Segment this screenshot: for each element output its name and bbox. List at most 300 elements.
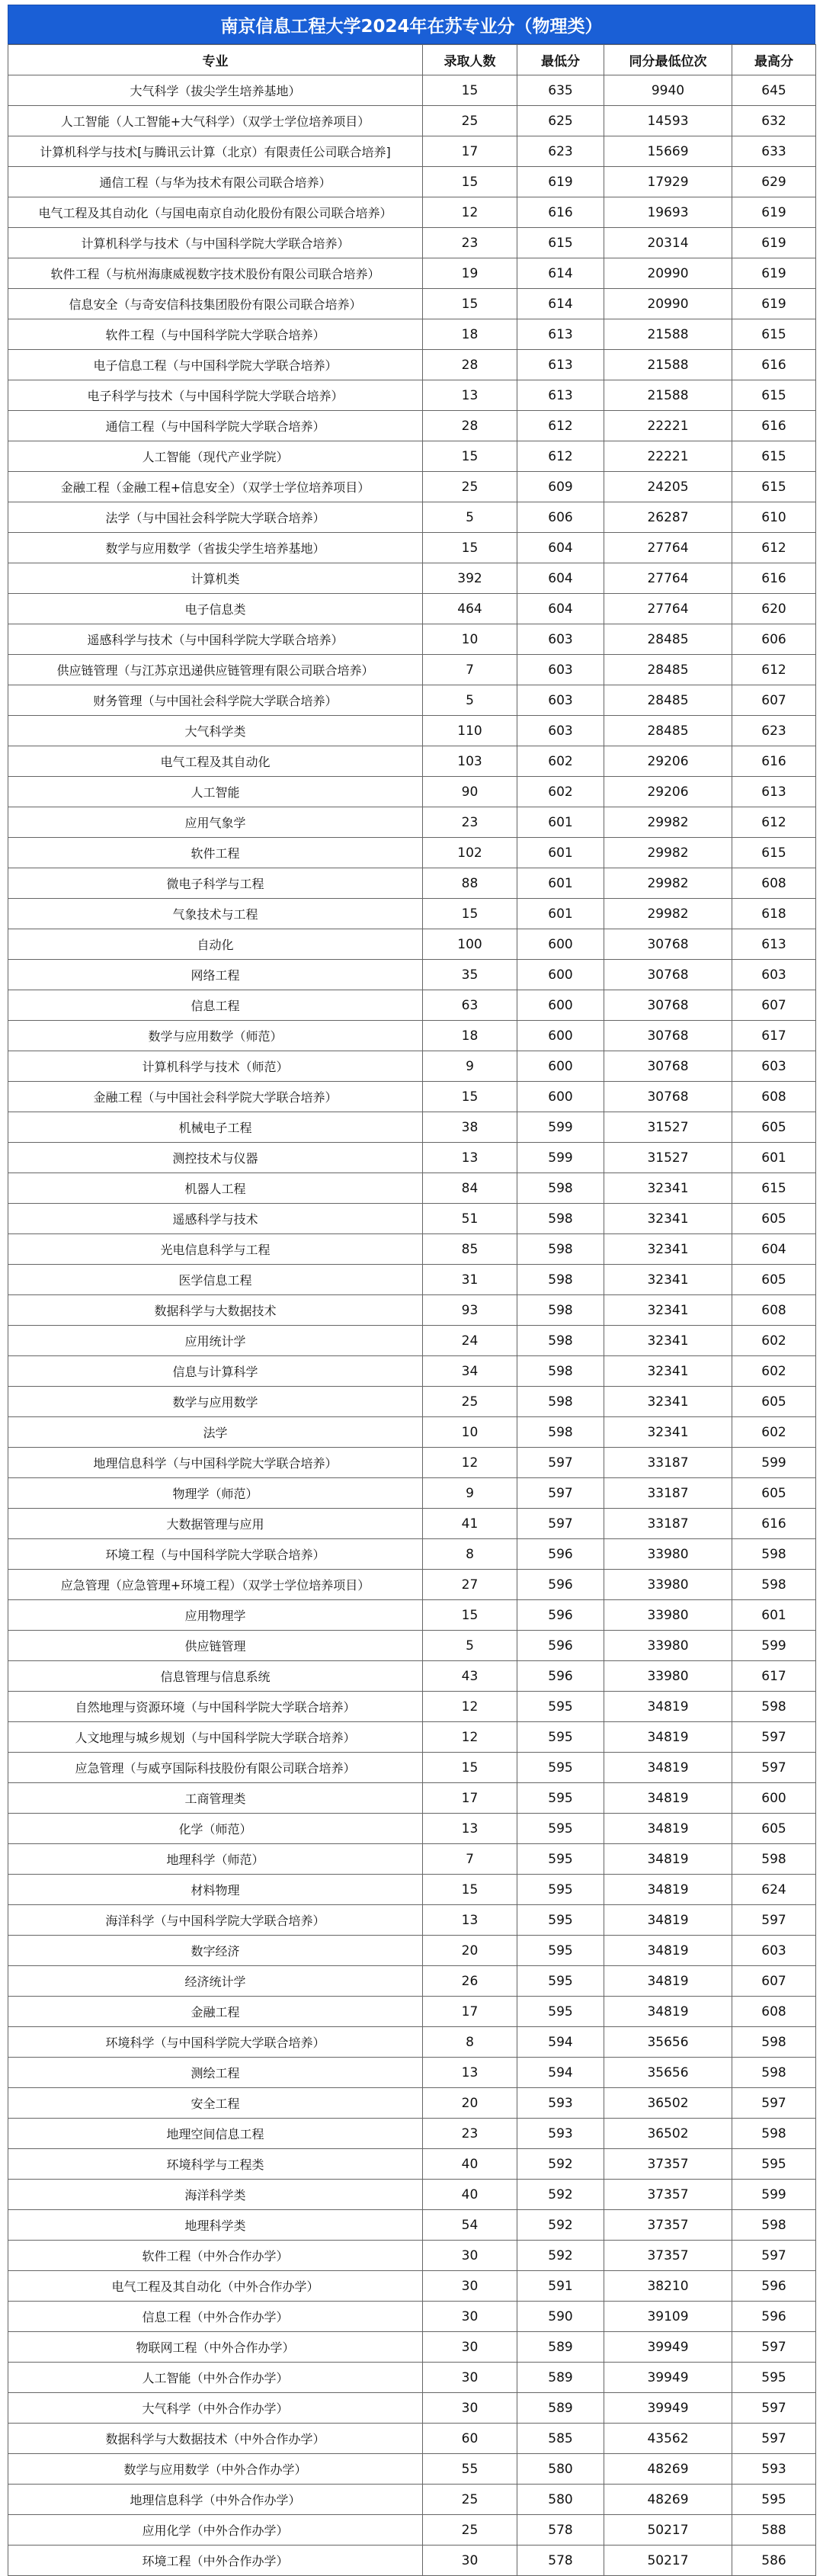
cell-admitted-count: 12	[423, 1722, 517, 1753]
cell-max-score: 595	[732, 2485, 816, 2515]
cell-min-score: 592	[517, 2210, 604, 2241]
cell-major: 金融工程	[8, 1997, 423, 2027]
table-row	[8, 1844, 816, 1875]
cell-max-score: 602	[732, 1326, 816, 1356]
cell-major: 地理科学（师范）	[8, 1844, 423, 1875]
cell-admitted-count: 25	[423, 2485, 517, 2515]
cell-min-score: 596	[517, 1539, 604, 1570]
table-row	[8, 1783, 816, 1814]
cell-major: 自然地理与资源环境（与中国科学院大学联合培养）	[8, 1692, 423, 1722]
cell-major: 信息与计算科学	[8, 1356, 423, 1387]
cell-admitted-count: 15	[423, 533, 517, 563]
cell-admitted-count: 9	[423, 1051, 517, 1082]
cell-admitted-count: 13	[423, 1905, 517, 1936]
cell-min-score: 597	[517, 1448, 604, 1478]
cell-min-score: 604	[517, 563, 604, 594]
table-row	[8, 899, 816, 929]
cell-max-score: 619	[732, 289, 816, 319]
table-row	[8, 75, 816, 106]
cell-major: 数学与应用数学（省拔尖学生培养基地）	[8, 533, 423, 563]
cell-major: 数字经济	[8, 1936, 423, 1966]
cell-min-score: 615	[517, 228, 604, 258]
cell-min-score: 600	[517, 929, 604, 960]
table-row	[8, 1600, 816, 1631]
cell-admitted-count: 7	[423, 1844, 517, 1875]
cell-min-score: 616	[517, 197, 604, 228]
cell-max-score: 618	[732, 899, 816, 929]
cell-admitted-count: 63	[423, 990, 517, 1021]
cell-max-score: 608	[732, 1082, 816, 1112]
cell-min-score: 613	[517, 319, 604, 350]
cell-min-rank: 37357	[604, 2180, 732, 2210]
cell-admitted-count: 23	[423, 2119, 517, 2149]
cell-major: 地理信息科学（与中国科学院大学联合培养）	[8, 1448, 423, 1478]
table-row	[8, 1478, 816, 1509]
cell-admitted-count: 30	[423, 2546, 517, 2576]
cell-min-rank: 29206	[604, 777, 732, 807]
cell-major: 环境工程（中外合作办学）	[8, 2546, 423, 2576]
cell-admitted-count: 7	[423, 655, 517, 685]
cell-admitted-count: 13	[423, 1814, 517, 1844]
cell-max-score: 608	[732, 868, 816, 899]
cell-min-score: 600	[517, 1051, 604, 1082]
cell-major: 工商管理类	[8, 1783, 423, 1814]
table-row	[8, 868, 816, 899]
cell-admitted-count: 38	[423, 1112, 517, 1143]
cell-min-rank: 28485	[604, 624, 732, 655]
cell-min-score: 590	[517, 2302, 604, 2332]
cell-major: 法学（与中国社会科学院大学联合培养）	[8, 502, 423, 533]
cell-min-rank: 27764	[604, 563, 732, 594]
table-row	[8, 258, 816, 289]
cell-min-rank: 30768	[604, 990, 732, 1021]
cell-min-score: 614	[517, 258, 604, 289]
table-row	[8, 228, 816, 258]
cell-major: 数据科学与大数据技术	[8, 1295, 423, 1326]
table-row	[8, 2210, 816, 2241]
cell-min-score: 596	[517, 1631, 604, 1661]
cell-min-rank: 33980	[604, 1570, 732, 1600]
table-row	[8, 2302, 816, 2332]
cell-max-score: 598	[732, 1844, 816, 1875]
table-row	[8, 1905, 816, 1936]
cell-min-rank: 20990	[604, 289, 732, 319]
cell-min-rank: 21588	[604, 380, 732, 411]
cell-max-score: 632	[732, 106, 816, 136]
cell-major: 软件工程	[8, 838, 423, 868]
cell-max-score: 610	[732, 502, 816, 533]
table-row	[8, 2393, 816, 2424]
cell-max-score: 615	[732, 441, 816, 472]
cell-min-rank: 26287	[604, 502, 732, 533]
table-row	[8, 624, 816, 655]
table-row	[8, 136, 816, 167]
cell-max-score: 616	[732, 563, 816, 594]
cell-major: 通信工程（与中国科学院大学联合培养）	[8, 411, 423, 441]
cell-min-rank: 31527	[604, 1112, 732, 1143]
cell-admitted-count: 102	[423, 838, 517, 868]
cell-min-rank: 30768	[604, 1082, 732, 1112]
cell-admitted-count: 18	[423, 1021, 517, 1051]
cell-major: 金融工程（与中国社会科学院大学联合培养）	[8, 1082, 423, 1112]
table-row	[8, 1387, 816, 1417]
cell-min-rank: 33980	[604, 1539, 732, 1570]
cell-max-score: 597	[732, 2088, 816, 2119]
table-row	[8, 2332, 816, 2363]
cell-max-score: 608	[732, 1295, 816, 1326]
cell-admitted-count: 25	[423, 106, 517, 136]
cell-max-score: 612	[732, 807, 816, 838]
cell-admitted-count: 15	[423, 899, 517, 929]
cell-major: 数学与应用数学（师范）	[8, 1021, 423, 1051]
cell-max-score: 615	[732, 472, 816, 502]
cell-min-score: 595	[517, 1905, 604, 1936]
cell-min-rank: 22221	[604, 441, 732, 472]
cell-admitted-count: 25	[423, 472, 517, 502]
table-row	[8, 441, 816, 472]
table-row	[8, 1661, 816, 1692]
table-row	[8, 685, 816, 716]
cell-min-score: 614	[517, 289, 604, 319]
cell-max-score: 633	[732, 136, 816, 167]
cell-major: 人工智能（人工智能+大气科学）（双学士学位培养项目）	[8, 106, 423, 136]
header-min-score: 最低分	[517, 45, 604, 75]
table-row	[8, 746, 816, 777]
cell-admitted-count: 51	[423, 1204, 517, 1234]
cell-admitted-count: 26	[423, 1966, 517, 1997]
cell-major: 遥感科学与技术	[8, 1204, 423, 1234]
cell-min-rank: 20990	[604, 258, 732, 289]
cell-max-score: 612	[732, 533, 816, 563]
cell-min-score: 598	[517, 1326, 604, 1356]
cell-min-rank: 29982	[604, 868, 732, 899]
table-row	[8, 197, 816, 228]
cell-major: 人工智能（中外合作办学）	[8, 2363, 423, 2393]
cell-min-score: 625	[517, 106, 604, 136]
cell-min-score: 600	[517, 990, 604, 1021]
cell-min-score: 594	[517, 2027, 604, 2058]
cell-min-score: 623	[517, 136, 604, 167]
cell-admitted-count: 40	[423, 2180, 517, 2210]
cell-min-score: 595	[517, 1936, 604, 1966]
cell-admitted-count: 34	[423, 1356, 517, 1387]
cell-min-rank: 34819	[604, 1692, 732, 1722]
cell-admitted-count: 90	[423, 777, 517, 807]
cell-min-score: 596	[517, 1570, 604, 1600]
cell-admitted-count: 25	[423, 1387, 517, 1417]
cell-min-score: 612	[517, 441, 604, 472]
cell-min-score: 606	[517, 502, 604, 533]
table-row	[8, 2271, 816, 2302]
cell-max-score: 613	[732, 777, 816, 807]
cell-min-rank: 17929	[604, 167, 732, 197]
cell-min-rank: 29982	[604, 838, 732, 868]
table-row	[8, 1021, 816, 1051]
cell-min-score: 635	[517, 75, 604, 106]
cell-major: 信息工程	[8, 990, 423, 1021]
cell-min-rank: 33187	[604, 1509, 732, 1539]
cell-max-score: 588	[732, 2515, 816, 2546]
cell-min-rank: 20314	[604, 228, 732, 258]
table-row	[8, 1448, 816, 1478]
cell-min-rank: 36502	[604, 2088, 732, 2119]
cell-major: 大气科学（中外合作办学）	[8, 2393, 423, 2424]
cell-admitted-count: 25	[423, 2515, 517, 2546]
cell-admitted-count: 30	[423, 2302, 517, 2332]
cell-max-score: 616	[732, 1509, 816, 1539]
cell-major: 机械电子工程	[8, 1112, 423, 1143]
cell-admitted-count: 41	[423, 1509, 517, 1539]
cell-min-score: 596	[517, 1661, 604, 1692]
cell-major: 物理学（师范）	[8, 1478, 423, 1509]
table-row	[8, 1631, 816, 1661]
cell-min-rank: 29982	[604, 899, 732, 929]
cell-min-score: 597	[517, 1509, 604, 1539]
cell-min-score: 596	[517, 1600, 604, 1631]
cell-admitted-count: 8	[423, 2027, 517, 2058]
cell-max-score: 616	[732, 746, 816, 777]
table-row	[8, 1936, 816, 1966]
cell-min-rank: 34819	[604, 1844, 732, 1875]
cell-min-rank: 50217	[604, 2515, 732, 2546]
cell-min-rank: 28485	[604, 685, 732, 716]
cell-min-rank: 27764	[604, 533, 732, 563]
cell-admitted-count: 10	[423, 624, 517, 655]
table-row	[8, 1326, 816, 1356]
cell-admitted-count: 85	[423, 1234, 517, 1265]
cell-admitted-count: 54	[423, 2210, 517, 2241]
cell-max-score: 605	[732, 1265, 816, 1295]
cell-admitted-count: 17	[423, 1783, 517, 1814]
cell-major: 电子科学与技术（与中国科学院大学联合培养）	[8, 380, 423, 411]
cell-major: 软件工程（中外合作办学）	[8, 2241, 423, 2271]
cell-major: 网络工程	[8, 960, 423, 990]
cell-min-rank: 48269	[604, 2485, 732, 2515]
cell-max-score: 597	[732, 1722, 816, 1753]
cell-min-rank: 34819	[604, 1875, 732, 1905]
cell-max-score: 602	[732, 1356, 816, 1387]
cell-max-score: 595	[732, 2149, 816, 2180]
cell-min-rank: 32341	[604, 1173, 732, 1204]
cell-min-score: 609	[517, 472, 604, 502]
table-row	[8, 777, 816, 807]
cell-min-score: 598	[517, 1204, 604, 1234]
cell-admitted-count: 40	[423, 2149, 517, 2180]
cell-min-rank: 32341	[604, 1295, 732, 1326]
cell-max-score: 624	[732, 1875, 816, 1905]
table-row	[8, 1356, 816, 1387]
cell-min-rank: 19693	[604, 197, 732, 228]
cell-major: 计算机类	[8, 563, 423, 594]
table-row	[8, 1234, 816, 1265]
cell-min-score: 589	[517, 2363, 604, 2393]
cell-min-score: 592	[517, 2180, 604, 2210]
score-document	[8, 5, 815, 2576]
cell-min-score: 602	[517, 777, 604, 807]
cell-major: 法学	[8, 1417, 423, 1448]
cell-min-score: 604	[517, 594, 604, 624]
table-row	[8, 1051, 816, 1082]
cell-admitted-count: 30	[423, 2332, 517, 2363]
cell-max-score: 597	[732, 2424, 816, 2454]
cell-min-score: 600	[517, 1021, 604, 1051]
cell-min-score: 601	[517, 868, 604, 899]
table-row	[8, 1265, 816, 1295]
cell-admitted-count: 12	[423, 1448, 517, 1478]
cell-min-score: 601	[517, 807, 604, 838]
cell-max-score: 620	[732, 594, 816, 624]
cell-min-score: 603	[517, 624, 604, 655]
cell-min-score: 595	[517, 1814, 604, 1844]
cell-min-score: 580	[517, 2454, 604, 2485]
cell-max-score: 619	[732, 197, 816, 228]
table-row	[8, 2515, 816, 2546]
table-row	[8, 563, 816, 594]
cell-admitted-count: 13	[423, 2058, 517, 2088]
cell-min-rank: 27764	[604, 594, 732, 624]
cell-major: 自动化	[8, 929, 423, 960]
cell-max-score: 597	[732, 1905, 816, 1936]
cell-max-score: 599	[732, 2180, 816, 2210]
cell-min-score: 595	[517, 1753, 604, 1783]
cell-admitted-count: 15	[423, 1600, 517, 1631]
cell-max-score: 600	[732, 1783, 816, 1814]
cell-max-score: 596	[732, 2271, 816, 2302]
cell-min-score: 594	[517, 2058, 604, 2088]
cell-min-score: 593	[517, 2119, 604, 2149]
cell-major: 数学与应用数学	[8, 1387, 423, 1417]
cell-min-score: 600	[517, 960, 604, 990]
cell-major: 地理信息科学（中外合作办学）	[8, 2485, 423, 2515]
cell-max-score: 617	[732, 1661, 816, 1692]
cell-min-score: 578	[517, 2515, 604, 2546]
cell-major: 物联网工程（中外合作办学）	[8, 2332, 423, 2363]
table-row	[8, 1143, 816, 1173]
table-row	[8, 2119, 816, 2149]
table-row	[8, 929, 816, 960]
cell-min-score: 595	[517, 1844, 604, 1875]
cell-min-rank: 29982	[604, 807, 732, 838]
cell-min-rank: 30768	[604, 1051, 732, 1082]
cell-major: 金融工程（金融工程+信息安全）（双学士学位培养项目）	[8, 472, 423, 502]
cell-min-score: 603	[517, 655, 604, 685]
cell-min-score: 595	[517, 1692, 604, 1722]
cell-admitted-count: 5	[423, 502, 517, 533]
cell-major: 测控技术与仪器	[8, 1143, 423, 1173]
cell-max-score: 645	[732, 75, 816, 106]
table-row	[8, 1570, 816, 1600]
cell-min-rank: 22221	[604, 411, 732, 441]
cell-admitted-count: 9	[423, 1478, 517, 1509]
cell-min-rank: 39949	[604, 2393, 732, 2424]
table-row	[8, 1875, 816, 1905]
cell-min-rank: 39949	[604, 2332, 732, 2363]
cell-major: 气象技术与工程	[8, 899, 423, 929]
cell-min-rank: 34819	[604, 1722, 732, 1753]
cell-min-rank: 21588	[604, 319, 732, 350]
cell-major: 大气科学类	[8, 716, 423, 746]
cell-max-score: 601	[732, 1600, 816, 1631]
cell-major: 计算机科学与技术（师范）	[8, 1051, 423, 1082]
cell-min-rank: 36502	[604, 2119, 732, 2149]
table-row	[8, 1417, 816, 1448]
cell-min-rank: 34819	[604, 1753, 732, 1783]
cell-max-score: 615	[732, 319, 816, 350]
cell-admitted-count: 30	[423, 2393, 517, 2424]
cell-min-rank: 34819	[604, 1814, 732, 1844]
cell-max-score: 605	[732, 1112, 816, 1143]
table-row	[8, 1509, 816, 1539]
cell-admitted-count: 15	[423, 289, 517, 319]
cell-max-score: 598	[732, 2119, 816, 2149]
cell-min-rank: 33980	[604, 1600, 732, 1631]
cell-min-rank: 34819	[604, 1905, 732, 1936]
cell-max-score: 595	[732, 2363, 816, 2393]
cell-min-rank: 30768	[604, 1021, 732, 1051]
cell-major: 应用气象学	[8, 807, 423, 838]
cell-min-rank: 33980	[604, 1631, 732, 1661]
cell-min-rank: 34819	[604, 1936, 732, 1966]
cell-max-score: 598	[732, 1692, 816, 1722]
cell-major: 软件工程（与杭州海康威视数字技术股份有限公司联合培养）	[8, 258, 423, 289]
table-row	[8, 1204, 816, 1234]
table-header-row	[8, 45, 816, 75]
cell-major: 软件工程（与中国科学院大学联合培养）	[8, 319, 423, 350]
cell-admitted-count: 15	[423, 441, 517, 472]
cell-admitted-count: 13	[423, 1143, 517, 1173]
table-row	[8, 319, 816, 350]
cell-admitted-count: 28	[423, 350, 517, 380]
cell-min-score: 599	[517, 1112, 604, 1143]
cell-major: 海洋科学类	[8, 2180, 423, 2210]
cell-max-score: 601	[732, 1143, 816, 1173]
cell-major: 海洋科学（与中国科学院大学联合培养）	[8, 1905, 423, 1936]
table-row	[8, 716, 816, 746]
table-row	[8, 2424, 816, 2454]
cell-major: 电气工程及其自动化（与国电南京自动化股份有限公司联合培养）	[8, 197, 423, 228]
cell-major: 电气工程及其自动化（中外合作办学）	[8, 2271, 423, 2302]
cell-max-score: 616	[732, 411, 816, 441]
cell-major: 医学信息工程	[8, 1265, 423, 1295]
table-row	[8, 533, 816, 563]
cell-min-rank: 32341	[604, 1204, 732, 1234]
table-row	[8, 2180, 816, 2210]
cell-min-rank: 28485	[604, 655, 732, 685]
cell-min-score: 600	[517, 1082, 604, 1112]
cell-max-score: 606	[732, 624, 816, 655]
cell-admitted-count: 15	[423, 1082, 517, 1112]
cell-admitted-count: 103	[423, 746, 517, 777]
cell-major: 环境工程（与中国科学院大学联合培养）	[8, 1539, 423, 1570]
table-row	[8, 2485, 816, 2515]
cell-max-score: 598	[732, 1570, 816, 1600]
table-row	[8, 1539, 816, 1570]
cell-admitted-count: 10	[423, 1417, 517, 1448]
table-row	[8, 106, 816, 136]
cell-min-rank: 32341	[604, 1387, 732, 1417]
cell-max-score: 629	[732, 167, 816, 197]
cell-admitted-count: 100	[423, 929, 517, 960]
cell-major: 数学与应用数学（中外合作办学）	[8, 2454, 423, 2485]
cell-major: 电子信息工程（与中国科学院大学联合培养）	[8, 350, 423, 380]
cell-major: 信息管理与信息系统	[8, 1661, 423, 1692]
cell-min-rank: 32341	[604, 1234, 732, 1265]
cell-admitted-count: 27	[423, 1570, 517, 1600]
cell-max-score: 615	[732, 1173, 816, 1204]
cell-max-score: 598	[732, 2027, 816, 2058]
cell-admitted-count: 35	[423, 960, 517, 990]
cell-major: 测绘工程	[8, 2058, 423, 2088]
